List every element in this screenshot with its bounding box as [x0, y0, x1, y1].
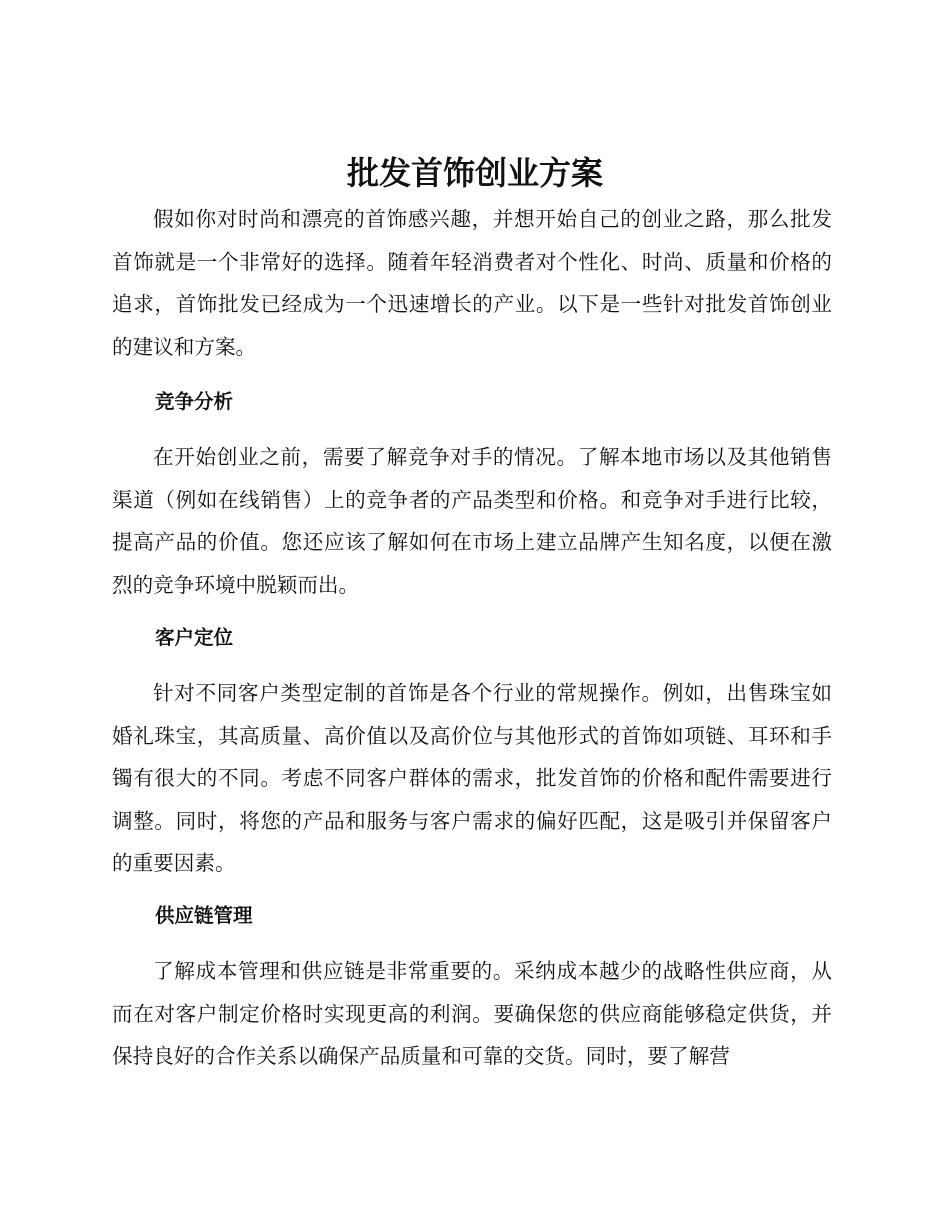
intro-paragraph: 假如你对时尚和漂亮的首饰感兴趣，并想开始自己的创业之路，那么批发首饰就是一个非常好的选择。随着年轻消费者对个性化、时尚、质量和价格的追求，首饰批发已经成为一个迅速增长的产业。以下是一些针对批发首饰创业的建议和方案。: [112, 207, 832, 359]
document-title: 批发首饰创业方案: [346, 154, 603, 192]
section-body-competition: 在开始创业之前，需要了解竞争对手的情况。了解本地市场以及其他销售渠道（例如在线销售）上的竞争者的产品类型和价格。和竞争对手进行比较，提高产品的价值。您还应该了解如何在市场上建立品牌产生知名度，以便在激烈的竞争环境中脱颖而出。: [112, 445, 832, 597]
section-body-customer: 针对不同客户类型定制的首饰是各个行业的常规操作。例如，出售珠宝如婚礼珠宝，其高质量、高价值以及高价位与其他形式的首饰如项链、耳环和手镯有很大的不同。考虑不同客户群体的需求，批发首饰的价格和配件需要进行调整。同时，将您的产品和服务与客户需求的偏好匹配，这是吸引并保留客户的重要因素。: [112, 681, 832, 875]
section-heading-customer: 客户定位: [155, 626, 234, 649]
section-body-supply-chain: 了解成本管理和供应链是非常重要的。采纳成本越少的战略性供应商，从而在对客户制定价格时实现更高的利润。要确保您的供应商能够稳定供货，并保持良好的合作关系以确保产品质量和可靠的交货。同时，要了解营: [112, 959, 832, 1068]
section-heading-competition: 竞争分析: [155, 390, 234, 413]
section-heading-supply-chain: 供应链管理: [155, 904, 253, 927]
